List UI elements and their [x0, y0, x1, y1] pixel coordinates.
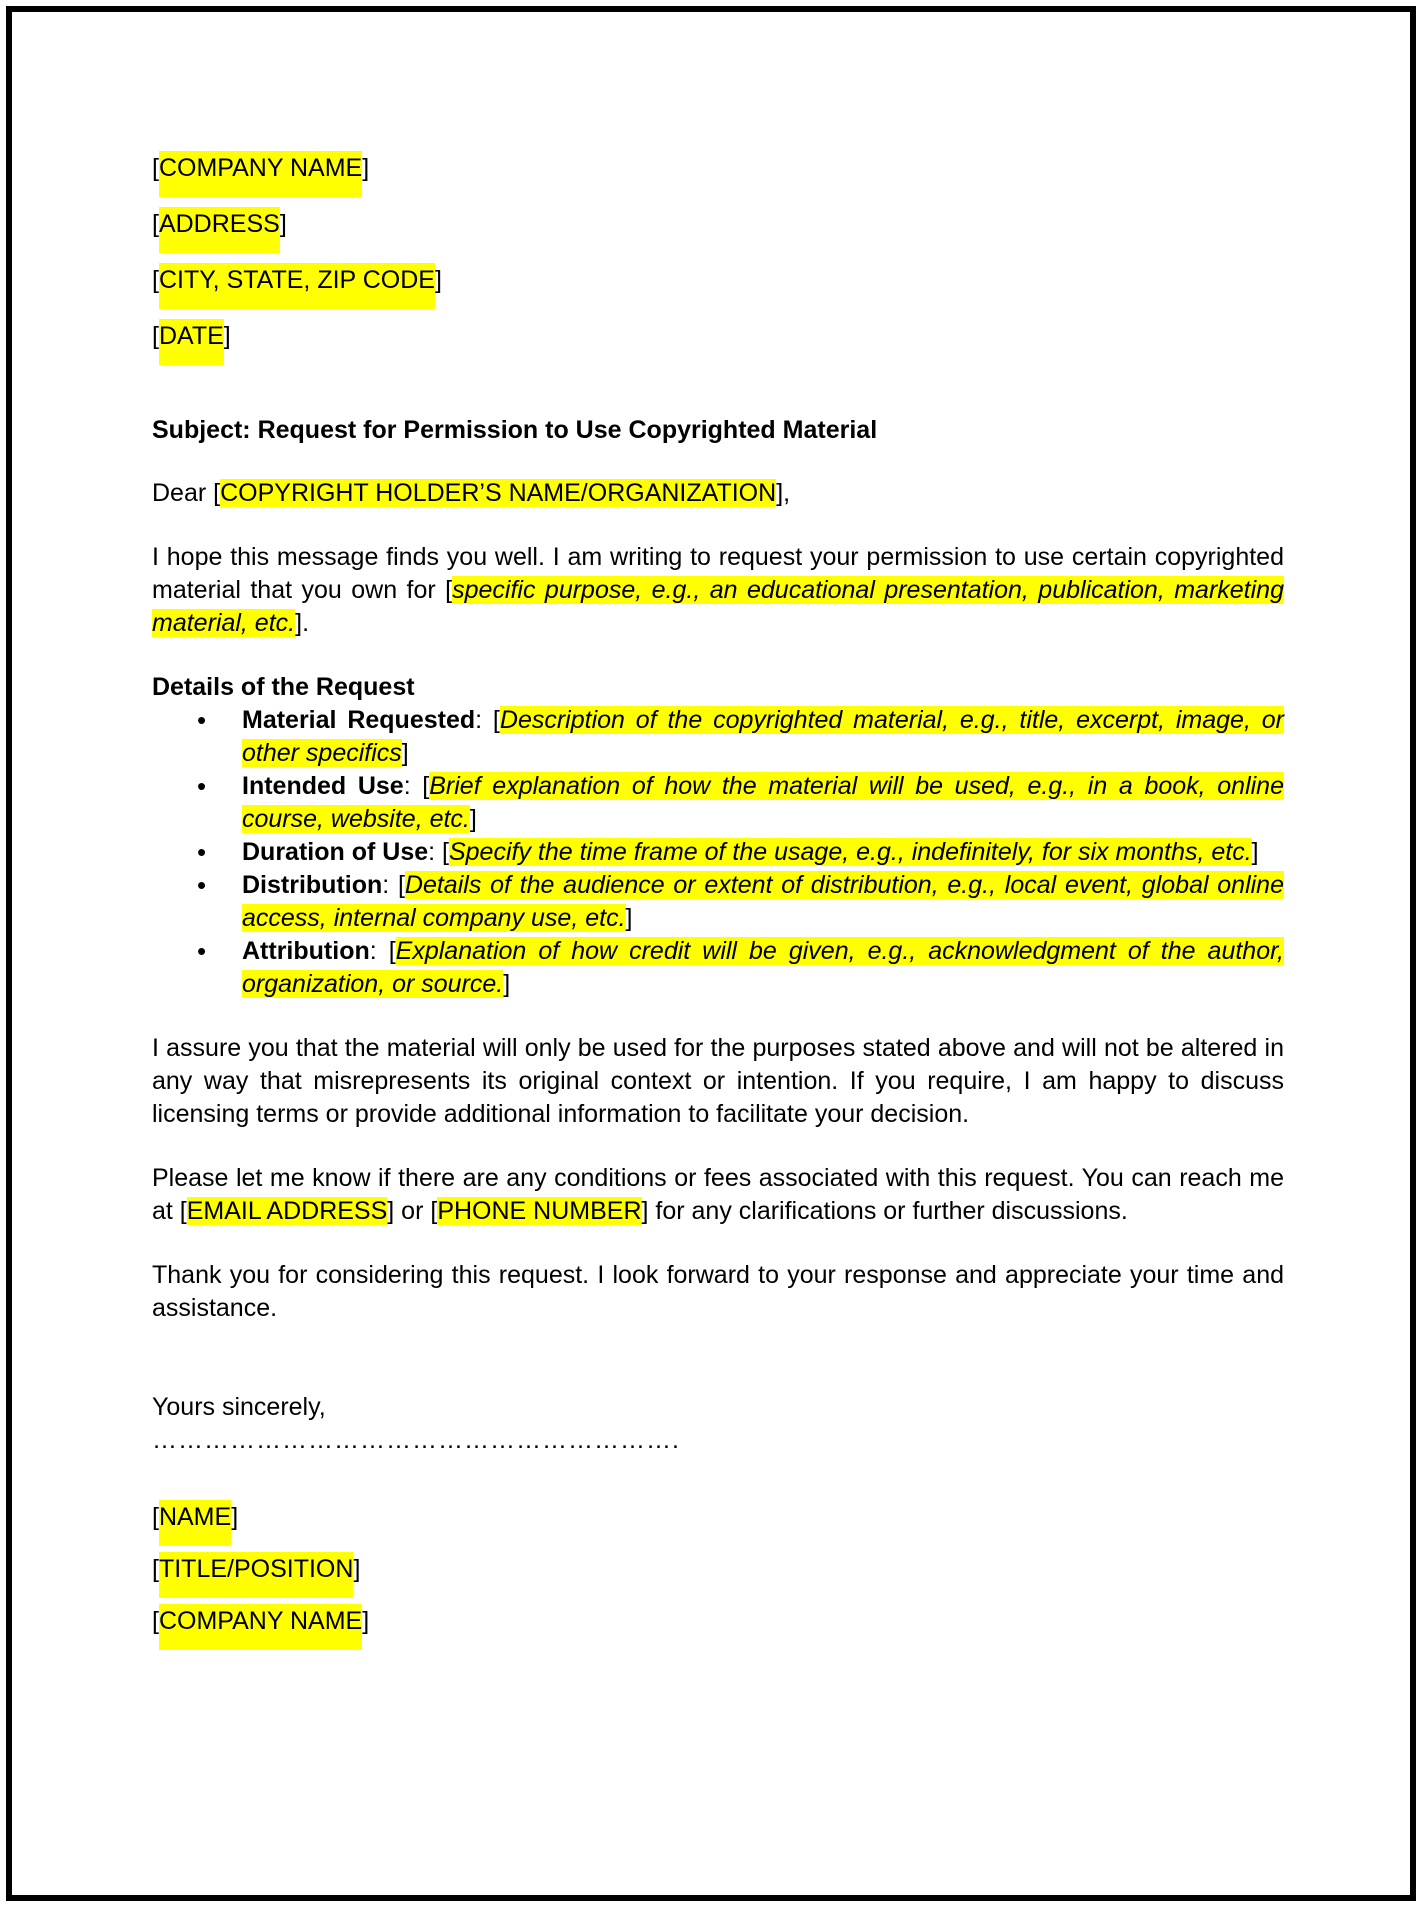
- item-label: Material Requested: [242, 706, 476, 734]
- details-heading: Details of the Request: [152, 673, 415, 701]
- phone-placeholder: PHONE NUMBER: [437, 1197, 642, 1225]
- closing: Yours sincerely,: [152, 1393, 326, 1421]
- company-name-line: [COMPANY NAME]: [152, 146, 1284, 202]
- intro-paragraph: I hope this message finds you well. I am writing to request your permission to use certain copyrighted material that you own for [specific purpose, e.g., an educational presentation, publication, marketing material, etc.].: [152, 543, 1284, 637]
- greeting: Dear [COPYRIGHT HOLDER’S NAME/ORGANIZATION],: [152, 479, 791, 507]
- date-line: [DATE]: [152, 314, 1284, 370]
- signature-block: [152, 1497, 1284, 1653]
- city-state-zip-line: [CITY, STATE, ZIP CODE]: [152, 258, 1284, 314]
- signature-name-placeholder: NAME: [159, 1500, 231, 1546]
- signature-title-placeholder: TITLE/POSITION: [159, 1552, 353, 1598]
- recipient-placeholder: COPYRIGHT HOLDER’S NAME/ORGANIZATION: [220, 479, 777, 507]
- purpose-placeholder: specific purpose, e.g., an educational presentation, publication, marketing material, etc.: [152, 576, 1284, 637]
- signature-name-line: [NAME]: [152, 1497, 1284, 1549]
- contact-text-1: Please let me know if there are any conditions or fees associated with this request. You can reach me at: [152, 1164, 1284, 1225]
- item-label: Distribution: [242, 871, 383, 899]
- city-state-zip-placeholder: CITY, STATE, ZIP CODE: [159, 263, 435, 309]
- list-item: • Distribution: [Details of the audience or extent of distribution, e.g., local event, global online access, internal company use, etc.]: [242, 869, 1284, 935]
- address-line: [ADDRESS]: [152, 202, 1284, 258]
- item-label: Intended Use: [242, 772, 404, 800]
- list-item: • Intended Use: [Brief explanation of how the material will be used, e.g., in a book, online course, website, etc.]: [242, 770, 1284, 836]
- email-placeholder: EMAIL ADDRESS: [186, 1197, 388, 1225]
- item-label: Attribution: [242, 937, 370, 965]
- signature-title-line: [TITLE/POSITION]: [152, 1549, 1284, 1601]
- address-placeholder: ADDRESS: [159, 207, 280, 253]
- item-placeholder: Details of the audience or extent of distribution, e.g., local event, global online access, internal company use, etc.: [242, 871, 1284, 932]
- signature-company-placeholder: COMPANY NAME: [159, 1604, 362, 1650]
- greeting-prefix: Dear: [152, 479, 214, 507]
- company-name-placeholder: COMPANY NAME: [159, 151, 362, 197]
- intro-text: I hope this message finds you well. I am writing to request your permission to use certain copyrighted material that you own for: [152, 543, 1284, 604]
- signature-dots: …………………………………………………….: [152, 1426, 680, 1454]
- letter-page: [6, 6, 1416, 1901]
- item-placeholder: Brief explanation of how the material will be used, e.g., in a book, online course, website, etc.: [242, 772, 1284, 833]
- subject-line: Subject: Request for Permission to Use Copyrighted Material: [152, 416, 878, 444]
- contact-paragraph: Please let me know if there are any conditions or fees associated with this request. You can reach me at [EMAIL ADDRESS] or [PHONE NUMBER] for any clarifications or further discussions.: [152, 1164, 1284, 1225]
- list-item: • Material Requested: [Description of the copyrighted material, e.g., title, excerpt, image, or other specifics]: [242, 704, 1284, 770]
- thanks-paragraph: Thank you for considering this request. I look forward to your response and appreciate your time and assistance.: [152, 1261, 1284, 1322]
- greeting-suffix: ,: [783, 479, 791, 507]
- date-placeholder: DATE: [159, 319, 224, 365]
- details-list: [152, 704, 1284, 1001]
- assurance-paragraph: I assure you that the material will only be used for the purposes stated above and will not be altered in any way that misrepresents its original context or intention. If you require, I am happy to discuss licensing terms or provide additional information to facilitate your decision.: [152, 1034, 1284, 1128]
- item-placeholder: Description of the copyrighted material, e.g., title, excerpt, image, or other specifics: [242, 706, 1284, 767]
- signature-company-line: [COMPANY NAME]: [152, 1601, 1284, 1653]
- list-item: • Attribution: [Explanation of how credit will be given, e.g., acknowledgment of the author, organization, or source.]: [242, 935, 1284, 1001]
- contact-text-3: for any clarifications or further discussions.: [648, 1197, 1128, 1225]
- item-label: Duration of Use: [242, 838, 429, 866]
- letter-content: [152, 146, 1284, 1653]
- intro-end: .: [302, 609, 310, 637]
- list-item: • Duration of Use: [Specify the time frame of the usage, e.g., indefinitely, for six months, etc.]: [242, 836, 1284, 869]
- contact-text-2: or: [394, 1197, 431, 1225]
- item-placeholder: Explanation of how credit will be given, e.g., acknowledgment of the author, organization, or source.: [242, 937, 1284, 998]
- item-placeholder: Specify the time frame of the usage, e.g., indefinitely, for six months, etc.: [448, 838, 1252, 866]
